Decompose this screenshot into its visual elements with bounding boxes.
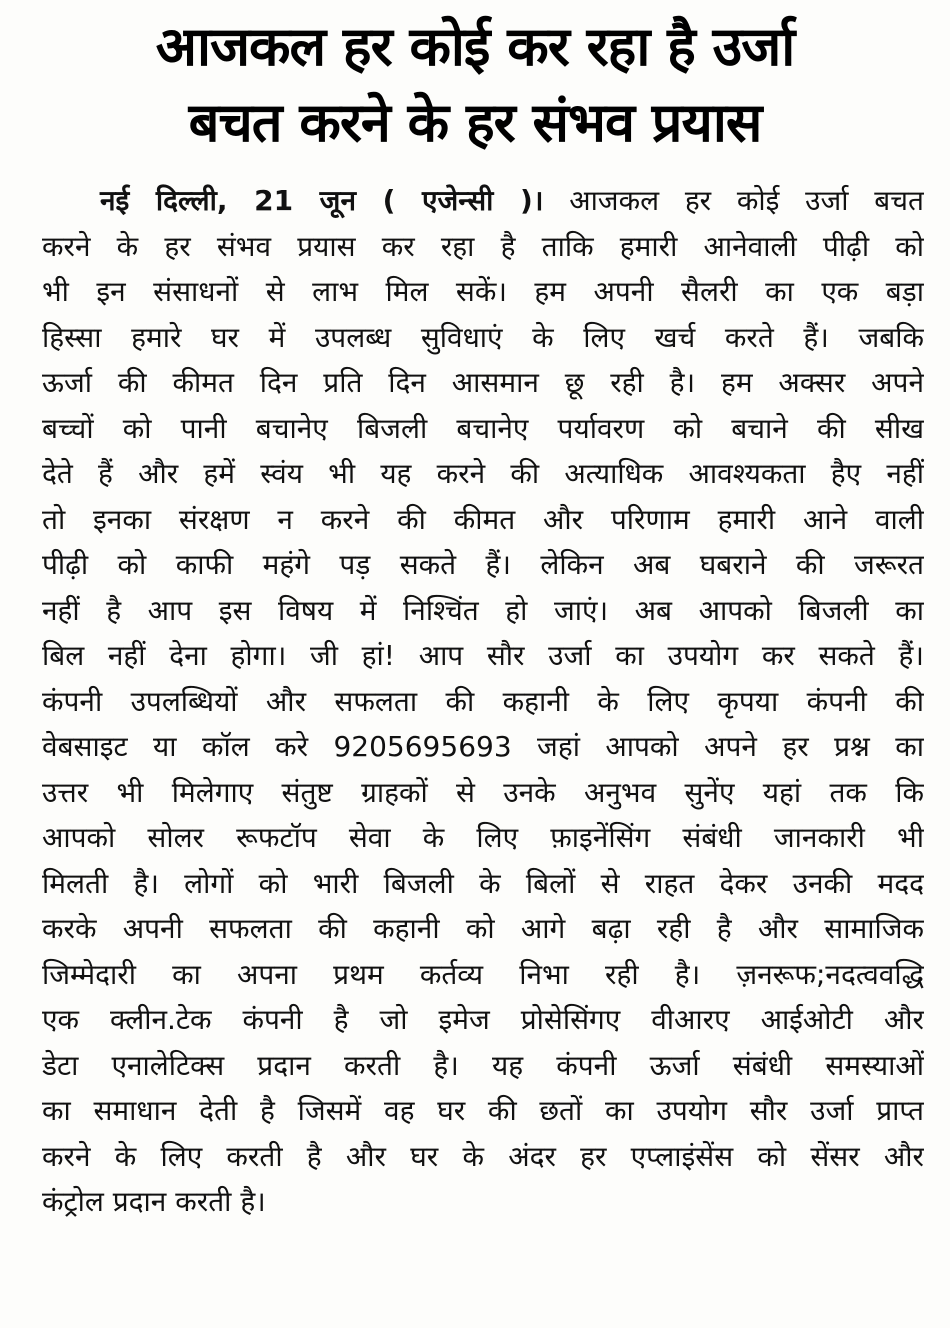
article-body [42, 178, 924, 1225]
body-line-15: आपको सोलर रूफटॉप सेवा के लिए फ़ाइनेंसिंग संबंधी जानकारी भी [42, 821, 924, 854]
body-line-14: उत्तर भी मिलेगाए संतुष्ट ग्राहकों से उनके अनुभव सुनेंए यहां तक कि [42, 775, 924, 809]
body-line-1 [42, 178, 924, 224]
body-line-5: ऊर्जा की कीमत दिन प्रति दिन आसमान छू रही है। हम अक्सर अपने [42, 366, 924, 399]
body-line-6: बच्चों को पानी बचानेए बिजली बचानेए पर्यावरण को बचाने की सीख [42, 411, 924, 445]
body-line-11: बिल नहीं देना होगा। जी हां! आप सौर उर्जा का उपयोग कर सकते हैं। [42, 639, 924, 672]
body-line-13: वेबसाइट या कॉल करे 9205695693 जहां आपको अपने हर प्रश्न का [42, 730, 924, 763]
dateline: नई दिल्ली, 21 जून ( एजेन्सी )। [100, 184, 544, 217]
body-line-3: भी इन संसाधनों से लाभ मिल सकें। हम अपनी सैलरी का एक बड़ा [42, 275, 924, 308]
body-line-9: पीढ़ी को काफी महंगे पड़ सकते हैं। लेकिन अब घबराने की जरूरत [42, 548, 924, 581]
body-line-2: करने के हर संभव प्रयास कर रहा है ताकि हमारी आनेवाली पीढ़ी को [42, 229, 924, 263]
body-line-18: जिम्मेदारी का अपना प्रथम कर्तव्य निभा रही है। ज़नरूफ;नदत्ववद्धि [42, 957, 924, 991]
body-line-10: नहीं है आप इस विषय में निश्चिंत हो जाएं। अब आपको बिजली का [42, 593, 924, 627]
body-line-12: कंपनी उपलब्धियों और सफलता की कहानी के लिए कृपया कंपनी की [42, 684, 924, 718]
body-line-21: का समाधान देती है जिसमें वह घर की छतों का उपयोग सौर उर्जा प्राप्त [42, 1094, 924, 1127]
headline-line-1: आजकल हर कोई कर रहा है उर्जा [155, 15, 795, 78]
body-line-19: एक क्लीन.टेक कंपनी है जो इमेज प्रोसेसिंगए वीआरए आईओटी और [42, 1003, 924, 1036]
body-line-7: देते हैं और हमें स्वंय भी यह करने की अत्याधिक आवश्यकता हैए नहीं [42, 457, 924, 490]
body-line-17: करके अपनी सफलता की कहानी को आगे बढ़ा रही है और सामाजिक [42, 912, 924, 945]
headline-line-2: बचत करने के हर संभव प्रयास [188, 91, 762, 154]
body-line-4: हिस्सा हमारे घर में उपलब्ध सुविधाएं के लिए खर्च करते हैं। जबकि [42, 320, 924, 354]
body-line-23: कंट्रोल प्रदान करती है। [42, 1185, 266, 1218]
body-line-16: मिलती है। लोगों को भारी बिजली के बिलों से राहत देकर उनकी मदद [42, 866, 924, 900]
body-line-20: डेटा एनालेटिक्स प्रदान करती है। यह कंपनी ऊर्जा संबंधी समस्याओं [42, 1048, 924, 1082]
body-line-8: तो इनका संरक्षण न करने की कीमत और परिणाम हमारी आने वाली [42, 502, 924, 536]
body-line-22: करने के लिए करती है और घर के अंदर हर एप्लाइंसेंस को सेंसर और [42, 1139, 924, 1173]
body-line-1-text: आजकल हर कोई उर्जा बचत [569, 184, 924, 217]
